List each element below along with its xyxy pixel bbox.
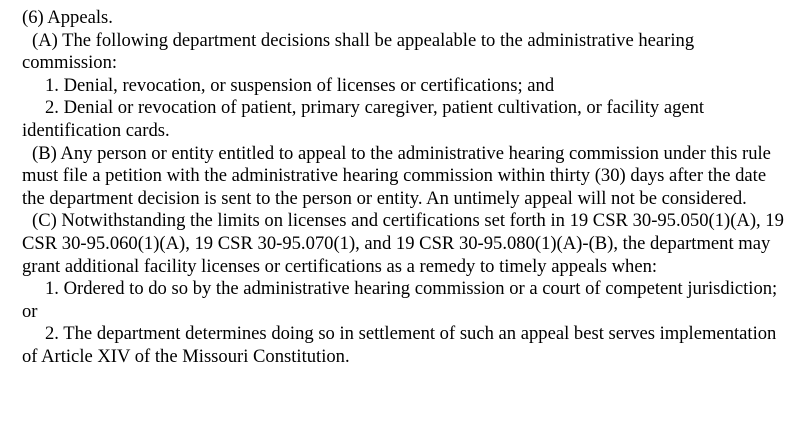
- paragraph-c-item-2: 2. The department determines doing so in settlement of such an appeal best serves implementation of Article XIV of the Missouri Constitution.: [22, 323, 777, 367]
- paragraph-a-item-1: 1. Denial, revocation, or suspension of licenses or certifications; and: [45, 74, 555, 96]
- paragraph-c-item-1: 1. Ordered to do so by the administrative hearing commission or a court of competent jurisdiction; or: [22, 278, 778, 322]
- paragraph-b: (B) Any person or entity entitled to appeal to the administrative hearing commission under this rule must file a petition with the administrative hearing commission within thirty (30) days after the date the department decision is sent to the person or entity. An untimely appeal will not be considered.: [22, 142, 771, 209]
- paragraph-a: (A) The following department decisions shall be appealable to the administrative hearing commission:: [22, 29, 695, 74]
- section-heading: (6) Appeals.: [22, 7, 113, 28]
- paragraph-c: (C) Notwithstanding the limits on licenses and certifications set forth in 19 CSR 30-95.050(1)(A), 19 CSR 30-95.060(1)(A), 19 CSR 30-95.070(1), and 19 CSR 30-95.080(1)(A)-(B), the department may grant additional facility licenses or certifications as a remedy to timely appeals when:: [22, 210, 784, 277]
- paragraph-a-item-2: 2. Denial or revocation of patient, primary caregiver, patient cultivation, or facility agent identification cards.: [22, 97, 705, 141]
